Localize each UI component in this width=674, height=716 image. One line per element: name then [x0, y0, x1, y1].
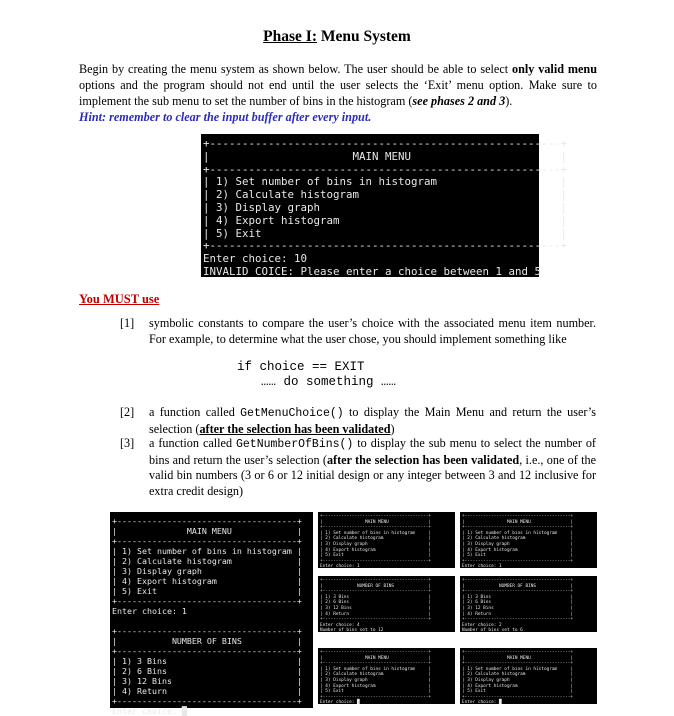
- intro-text-2: options and the program should not end until the user selects the ‘Exit’ menu option. Make sure to implement the sub menu to set the number of bins in the histogram (: [79, 78, 597, 108]
- terminal-small-2: [460, 512, 597, 568]
- code-example-line-2: …… do something ……: [261, 375, 397, 389]
- page-title: [0, 28, 674, 46]
- item-text: symbolic constants to compare the user’s choice with the associated menu item number. For example, to determine what the user chose, you should implement something like: [149, 316, 596, 346]
- terminal-small-6: [460, 648, 597, 704]
- title-rest: Menu System: [316, 28, 411, 45]
- terminal-main-menu-invalid: [201, 134, 568, 278]
- terminal-lines: +----------------------------------------+ | MAIN MENU | +----------------------------------------+ | 1) Set number of bins in histogram | | 2) Calculate histogram | | 3) Display graph | | 4) Export histogram | | 5) Exit | +----------------------------------------+ Enter choice: █: [320, 650, 432, 706]
- list-item-2: [120, 405, 596, 437]
- terminal-lines: +----------------------------------------+ | MAIN MENU | +----------------------------------------+ | 1) Set number of bins in histogram | | 2) Calculate histogram | | 3) Display graph | | 4) Export histogram | | 5) Exit | +----------------------------------------+ Enter choice: 1: [462, 514, 574, 570]
- intro-text-3: ).: [505, 94, 513, 108]
- intro-text-1: Begin by creating the menu system as shown below. The user should be able to select: [79, 62, 513, 76]
- terminal-small-4: [460, 576, 597, 632]
- terminal-lines: +------------------------------------------------------+ | MAIN MENU | +------------------------------------------------------+ | 1) Set number of bins in histogram | | 2) Calculate histogram | | 3) Display graph | | 4) Export histogram | | 5) Exit | +------------------------------------------------------+ Enter choice: 10 INVALID COICE: Please enter a choice between 1 and 5: [203, 137, 568, 278]
- terminal-lines: +----------------------------------------+ | MAIN MENU | +----------------------------------------+ | 1) Set number of bins in histogram | | 2) Calculate histogram | | 3) Display graph | | 4) Export histogram | | 5) Exit | +----------------------------------------+ Enter choice: 1: [320, 514, 432, 570]
- function-name: GetNumberOfBins(): [236, 438, 354, 451]
- item-number: [3]: [120, 436, 135, 450]
- intro-hint: Hint: remember to clear the input buffer after every input.: [79, 110, 372, 124]
- intro-italic: see phases 2 and 3: [412, 94, 506, 108]
- item-number: [2]: [120, 405, 135, 419]
- function-name: GetMenuChoice(): [240, 407, 344, 420]
- item-text-part: , i.e., one of the valid bin numbers (3 or 6 or 12 initial design or any integer between 3 and 12 inclusive for extra credit design): [149, 452, 596, 498]
- item-text: [149, 405, 596, 437]
- intro-paragraph: [79, 61, 597, 125]
- must-use-heading: You MUST use: [79, 292, 160, 306]
- list-item-3: [120, 436, 596, 500]
- item-text-part: a function called: [149, 436, 236, 450]
- item-text-part: a function called: [149, 405, 241, 419]
- intro-bold: only valid menu: [512, 62, 597, 76]
- terminal-lines: +----------------------------------------+ | NUMBER OF BINS | +----------------------------------------+ | 1) 3 Bins | | 2) 6 Bins | | 3) 12 Bins | | 4) Return | +----------------------------------------+ Enter choice: 4 Number of bins set to 12: [320, 578, 432, 634]
- item-text: [149, 436, 596, 499]
- terminal-small-5: [318, 648, 455, 704]
- terminal-small-3: [318, 576, 455, 632]
- terminal-lines: +----------------------------------------+ | NUMBER OF BINS | +----------------------------------------+ | 1) 3 Bins | | 2) 6 Bins | | 3) 12 Bins | | 4) Return | +----------------------------------------+ Enter choice: 2 Number of bins set to 6: [462, 578, 574, 634]
- terminal-lines: +------------------------------------+ | MAIN MENU | +------------------------------------+ | 1) Set number of bins in histogram | | 2) Calculate histogram | | 3) Display graph | | 4) Export histogram | | 5) Exit | +------------------------------------+ Enter choice: 1 +------------------------------------+ | NUMBER OF BINS | +------------------------------------+ | 1) 3 Bins | | 2) 6 Bins | | 3) 12 Bins | | 4) Return | +------------------------------------+ Enter choice: █: [112, 516, 302, 716]
- item-text-part: to display the sub menu to select the number of bins and return the user’s selection (: [149, 436, 596, 467]
- code-example-line-1: if choice == EXIT: [237, 360, 365, 374]
- item-text-part: ): [390, 421, 395, 436]
- terminal-small-1: [318, 512, 455, 568]
- terminal-main-and-bins-menu: [110, 512, 313, 716]
- validated-note: after the selection has been validated: [326, 452, 520, 467]
- validated-note: after the selection has been validated: [199, 421, 391, 436]
- title-phase: Phase I:: [263, 28, 317, 45]
- item-number: [1]: [120, 316, 135, 330]
- terminal-lines: +----------------------------------------+ | MAIN MENU | +----------------------------------------+ | 1) Set number of bins in histogram | | 2) Calculate histogram | | 3) Display graph | | 4) Export histogram | | 5) Exit | +----------------------------------------+ Enter choice: █: [462, 650, 574, 706]
- item-text-part: to display the Main Menu and return the user’s selection (: [149, 405, 596, 436]
